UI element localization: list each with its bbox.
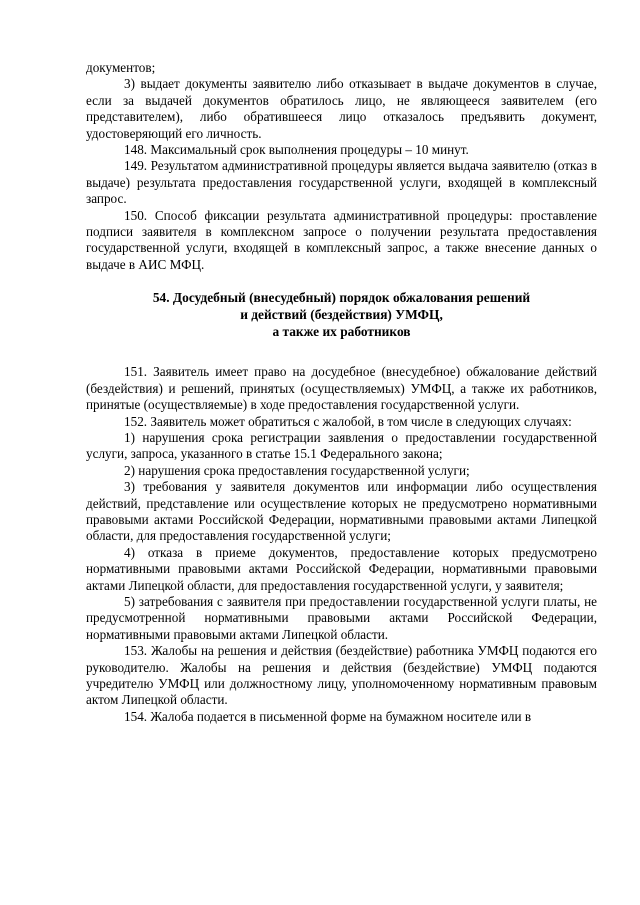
- list-item-5: 5) затребования с заявителя при предоставлении государственной услуги платы, не предусмотренной нормативными правовыми актами Российской Федерации, нормативными правовыми актами Липецкой области.: [86, 593, 597, 642]
- section-heading-line-1: 54. Досудебный (внесудебный) порядок обжалования решений: [152, 290, 531, 306]
- paragraph-152: 152. Заявитель может обратиться с жалобой, в том числе в следующих случаях:: [124, 413, 572, 429]
- paragraph-150: 150. Способ фиксации результата административной процедуры: проставление подписи заявителя в комплексном запросе о получении результата предоставления государственной услуги, входящей в комплексный запрос, а также внесение данных о выдаче в АИС МФЦ.: [86, 207, 597, 272]
- paragraph-item-3: 3) выдает документы заявителю либо отказывает в выдаче документов в случае, если за выдачей документов обратилось лицо, не являющееся заявителем (его представителем), либо обратившееся лицо отказалось предъявить документ, удостоверяющий его личность.: [86, 76, 597, 141]
- paragraph-148: 148. Максимальный срок выполнения процедуры – 10 минут.: [124, 142, 469, 158]
- list-item-3: 3) требования у заявителя документов или информации либо осуществления действий, представление или осуществление которых не предусмотрено нормативными правовыми актами Российской Федерации, нормативными правовыми актами Липецкой области, для предоставления государственной услуги;: [86, 479, 597, 544]
- section-heading: [86, 289, 597, 340]
- list-item-4: 4) отказа в приеме документов, предоставление которых предусмотрено нормативными правовыми актами Российской Федерации, нормативными правовыми актами Липецкой области, для предоставления государственной услуги, у заявителя;: [86, 544, 597, 593]
- list-item-1: 1) нарушения срока регистрации заявления о предоставлении государственной услуги, запроса, указанного в статье 15.1 Федерального закона;: [86, 429, 597, 462]
- section-heading-line-3: а также их работников: [272, 324, 411, 340]
- paragraph-149: 149. Результатом административной процедуры является выдача заявителю (отказ в выдаче) результата предоставления государственной услуги, входящей в комплексный запрос.: [86, 158, 597, 207]
- paragraph-continuation: документов;: [86, 60, 156, 75]
- list-item-2: 2) нарушения срока предоставления государственной услуги;: [124, 462, 470, 478]
- paragraph-153: 153. Жалобы на решения и действия (бездействие) работника УМФЦ подаются его руководителю. Жалобы на решения и действия (бездействие) УМФЦ подаются учредителю УМФЦ или должностному лицу, уполномоченному нормативным правовым актом Липецкой области.: [86, 643, 597, 708]
- paragraph-154: 154. Жалоба подается в письменной форме на бумажном носителе или в: [124, 708, 532, 724]
- paragraph-151: 151. Заявитель имеет право на досудебное (внесудебное) обжалование действий (бездействия) и решений, принятых (осуществляемых) УМФЦ, а также их работников, принятые (осуществляемые) в ходе предоставления государственной услуги.: [86, 364, 597, 413]
- document-page: [86, 60, 597, 725]
- section-heading-line-2: и действий (бездействия) УМФЦ,: [240, 307, 443, 323]
